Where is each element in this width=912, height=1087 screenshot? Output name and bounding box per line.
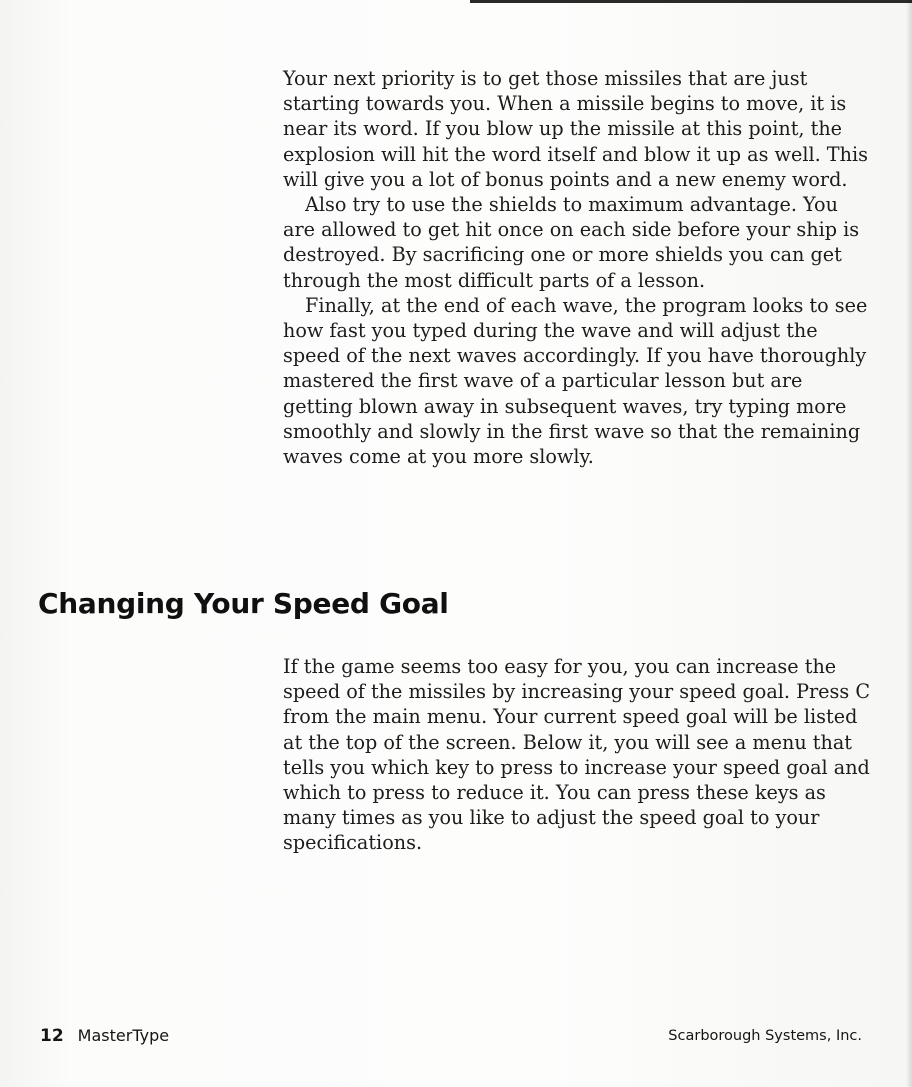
section-heading-speed-goal: Changing Your Speed Goal (38, 587, 449, 620)
missile-strategy-text (283, 66, 873, 469)
page-number: 12 (40, 1026, 64, 1046)
top-rule (470, 0, 912, 3)
product-name: MasterType (77, 1026, 170, 1045)
footer-left (40, 1026, 169, 1046)
speed-goal-text (283, 654, 873, 856)
publisher-name: Scarborough Systems, Inc. (668, 1028, 862, 1044)
page-edge-shadow (906, 0, 912, 1087)
paragraph-shields: Also try to use the shields to maximum advantage. You are allowed to get hit once on each side before your ship is destroyed. By sacrificing one or more shields you can get through the most difficult parts of a lesson. (283, 193, 860, 292)
paragraph-waves: Finally, at the end of each wave, the program looks to see how fast you typed during the wave and will adjust the speed of the next waves accordingly. If you have thoroughly mastered the first wave of a particular lesson but are getting blown away in subsequent waves, try typing more smoothly and slowly in the first wave so that the remaining waves come at you more slowly. (283, 293, 868, 469)
paragraph-speed-goal: If the game seems too easy for you, you can increase the speed of the missiles by increasing your speed goal. Press C from the main menu. Your current speed goal will be listed at the top of the screen. Below it, you will see a menu that tells you which key to press to increase your speed goal and which to press to reduce it. You can press these keys as many times as you like to adjust the speed goal to your specifications. (283, 655, 871, 855)
paragraph-missiles: Your next priority is to get those missiles that are just starting towards you. When a missile begins to move, it is near its word. If you blow up the missile at this point, the explosion will hit the word itself and blow it up as well. This will give you a lot of bonus points and a new enemy word. (283, 67, 868, 191)
